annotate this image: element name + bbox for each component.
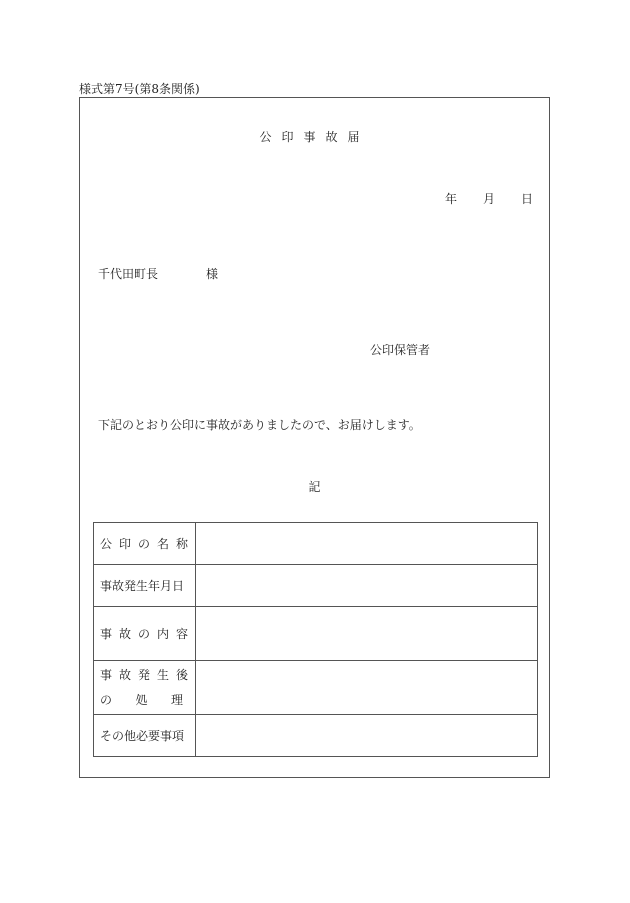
post-incident-label-line2 [100, 688, 195, 713]
table-row [94, 607, 538, 661]
table-row [94, 523, 538, 565]
addressee-line [98, 265, 218, 282]
form-frame [79, 97, 550, 778]
ki-heading: 記 [308, 480, 321, 494]
post-incident-label-sho: 処 [135, 692, 148, 707]
incident-content-label: 事故の内容 [94, 607, 196, 661]
other-matters-field[interactable] [196, 715, 538, 757]
post-incident-field[interactable] [196, 661, 538, 715]
post-incident-label-no: の [100, 692, 113, 707]
table-row [94, 565, 538, 607]
date-year-label: 年 [444, 192, 457, 206]
incident-date-label: 事故発生年月日 [94, 565, 196, 607]
addressee-honorific: 様 [206, 267, 219, 281]
details-table [93, 522, 538, 757]
date-day-label: 日 [520, 192, 533, 206]
post-incident-label-ri: 理 [171, 692, 184, 707]
seal-name-field[interactable] [196, 523, 538, 565]
incident-date-field[interactable] [196, 565, 538, 607]
custodian-label: 公印保管者 [370, 343, 431, 357]
table-row [94, 661, 538, 715]
post-incident-label [94, 661, 196, 715]
date-line [445, 190, 533, 207]
post-incident-label-line1: 事故発生後 [100, 667, 196, 682]
addressee-name: 千代田町長 [98, 267, 159, 281]
date-month-label: 月 [482, 192, 495, 206]
form-title: 公印事故届 [259, 130, 370, 144]
other-matters-label: その他必要事項 [94, 715, 196, 757]
form-number: 様式第7号(第8条関係) [79, 82, 200, 96]
incident-content-field[interactable] [196, 607, 538, 661]
table-row [94, 715, 538, 757]
statement-text: 下記のとおり公印に事故がありましたので、お届けします。 [98, 418, 421, 432]
seal-name-label: 公印の名称 [94, 523, 196, 565]
